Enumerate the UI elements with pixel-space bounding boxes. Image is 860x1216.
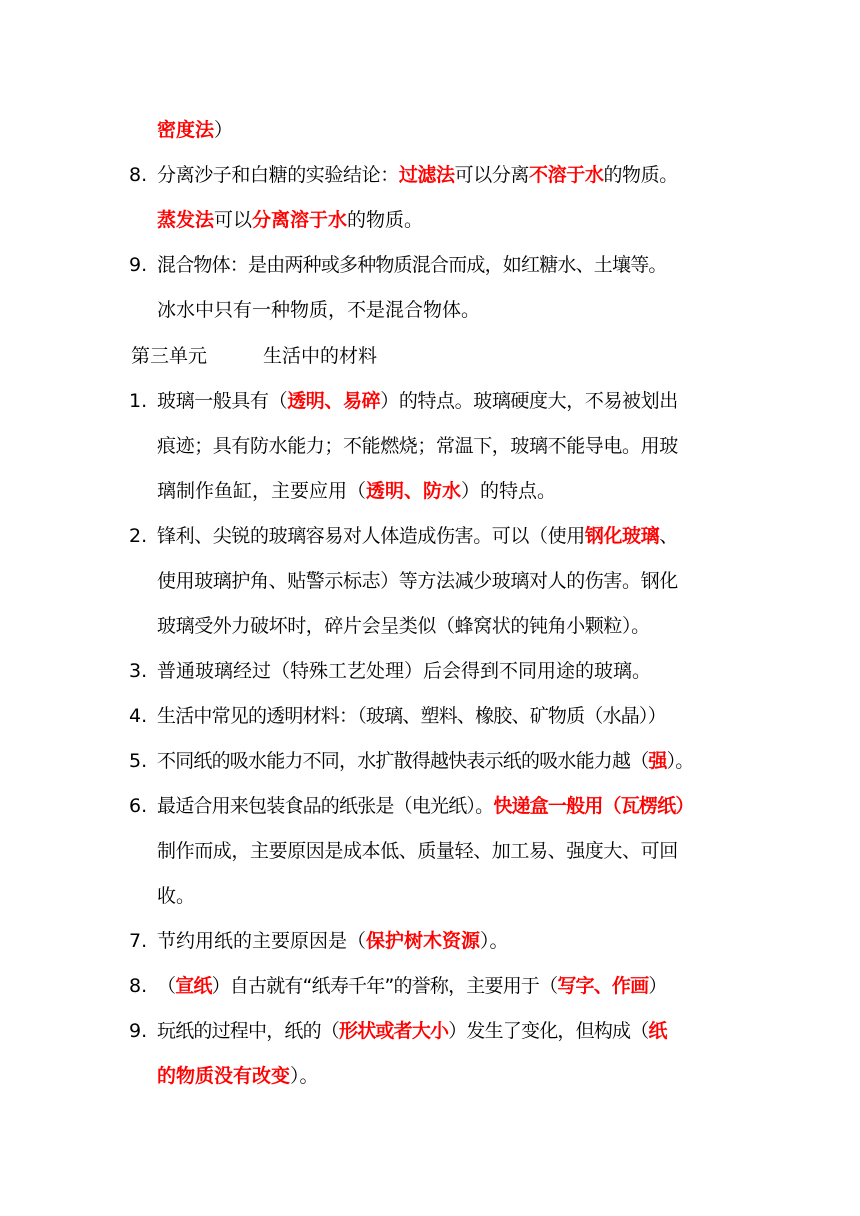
glass-item-2-line-3 xyxy=(157,613,650,639)
paper-item-5 xyxy=(157,748,694,774)
item-number: 4. xyxy=(129,705,148,727)
text-run: 可以 xyxy=(214,209,253,231)
highlighted-answer: 强 xyxy=(648,750,667,772)
paper-item-6-line-3 xyxy=(157,883,195,909)
highlighted-answer: 不溶于水 xyxy=(529,164,604,186)
text-run: 分离沙子和白糖的实验结论： xyxy=(157,164,399,186)
glass-item-1-line-2 xyxy=(157,433,678,459)
text-run: ）自古就有“纸寿千年”的誉称，主要用于（ xyxy=(211,975,558,997)
highlighted-answer: 密度法 xyxy=(157,119,215,141)
item-8-line-1 xyxy=(157,162,678,188)
section-label: 第三单元 xyxy=(131,345,208,367)
paper-item-7 xyxy=(157,928,509,954)
item-number: 9. xyxy=(129,1020,148,1042)
item-9-line-2 xyxy=(157,297,480,323)
text-run: ）。 xyxy=(666,750,694,772)
item-number: 6. xyxy=(129,795,148,817)
text-run: 制作而成，主要原因是成本低、质量轻、加工易、强度大、可回 xyxy=(157,840,678,862)
text-run: 玻璃一般具有（ xyxy=(157,390,288,412)
text-run: 玻璃受外力破坏时，碎片会呈类似（蜂窝状的钝角小颗粒）。 xyxy=(157,615,650,637)
text-run: （ xyxy=(157,975,176,997)
item-number: 5. xyxy=(129,750,148,772)
glass-item-2-line-1 xyxy=(157,523,678,549)
glass-item-1-line-1 xyxy=(157,388,678,414)
highlighted-answer: 保护树木资源 xyxy=(366,930,481,952)
text-run: 使用玻璃护角、贴警示标志）等方法减少玻璃对人的伤害。钢化 xyxy=(157,570,678,592)
text-run: ） xyxy=(648,975,667,997)
paper-item-6-line-2 xyxy=(157,838,678,864)
section-title: 生活中的材料 xyxy=(263,345,378,367)
paper-item-9-line-2 xyxy=(157,1063,319,1089)
text-run: 的物质。 xyxy=(603,164,678,186)
text-run: 可以分离 xyxy=(454,164,530,186)
highlighted-answer: 形状或者大小 xyxy=(339,1020,449,1042)
item-number: 7. xyxy=(129,930,148,952)
item-number: 8. xyxy=(129,975,148,997)
item-8-line-2 xyxy=(157,207,423,233)
highlighted-answer: 蒸发法 xyxy=(157,209,215,231)
item-9-line-1 xyxy=(157,252,667,278)
highlighted-answer: 快递盒一般用（瓦楞纸） xyxy=(493,795,694,817)
highlighted-answer: 钢化玻璃 xyxy=(584,525,660,547)
text-run: 生活中常见的透明材料：（玻璃、塑料、橡胶、矿物质（水晶）） xyxy=(157,705,666,727)
item-number: 2. xyxy=(129,525,148,547)
item-number: 3. xyxy=(129,660,148,682)
text-run: ）的特点。 xyxy=(461,480,557,502)
text-run: ）的特点。玻璃硬度大，不易被划出 xyxy=(380,390,678,412)
item-number: 9. xyxy=(129,254,148,276)
highlighted-answer: 纸 xyxy=(648,1020,667,1042)
paper-item-8 xyxy=(157,973,667,999)
paper-item-9-line-1 xyxy=(157,1018,667,1044)
text-run: 节约用纸的主要原因是（ xyxy=(157,930,367,952)
text-run: ）发生了变化，但构成（ xyxy=(448,1020,649,1042)
text-run: ） xyxy=(214,119,234,141)
highlighted-answer: 过滤法 xyxy=(398,164,455,186)
glass-item-1-line-3 xyxy=(157,478,556,504)
glass-item-3 xyxy=(157,658,651,684)
text-run: 痕迹；具有防水能力；不能燃烧；常温下，玻璃不能导电。用玻 xyxy=(157,435,678,457)
highlighted-answer: 写字、作画 xyxy=(557,975,649,997)
text-run: 的物质。 xyxy=(347,209,424,231)
glass-item-2-line-2 xyxy=(157,568,678,594)
highlighted-answer: 透明、防水 xyxy=(366,480,462,502)
text-run: ）。 xyxy=(480,930,509,952)
paper-item-6-line-1 xyxy=(157,793,694,819)
text-run: 锋利、尖锐的玻璃容易对人体造成伤害。可以（使用 xyxy=(157,525,585,547)
line-continuation xyxy=(157,117,233,143)
item-number: 1. xyxy=(129,390,148,412)
text-run: 冰水中只有一种物质，不是混合物体。 xyxy=(157,299,481,321)
text-run: 璃制作鱼缸，主要应用（ xyxy=(157,480,367,502)
text-run: 玩纸的过程中，纸的（ xyxy=(157,1020,340,1042)
text-run: 收。 xyxy=(157,885,196,907)
text-run: 最适合用来包装食品的纸张是（电光纸）。 xyxy=(157,795,494,817)
text-run: 、 xyxy=(659,525,678,547)
highlighted-answer: 分离溶于水 xyxy=(252,209,348,231)
item-number: 8. xyxy=(129,164,148,186)
highlighted-answer: 宣纸 xyxy=(175,975,212,997)
highlighted-answer: 的物质没有改变 xyxy=(157,1065,291,1087)
material-item-4 xyxy=(157,703,666,729)
highlighted-answer: 透明、易碎 xyxy=(287,390,381,412)
text-run: 普通玻璃经过（特殊工艺处理）后会得到不同用途的玻璃。 xyxy=(157,660,652,682)
text-run: 混合物体：是由两种或多种物质混合而成，如红糖水、土壤等。 xyxy=(157,254,667,276)
text-run: 不同纸的吸水能力不同，水扩散得越快表示纸的吸水能力越（ xyxy=(157,750,649,772)
text-run: ）。 xyxy=(290,1065,319,1087)
